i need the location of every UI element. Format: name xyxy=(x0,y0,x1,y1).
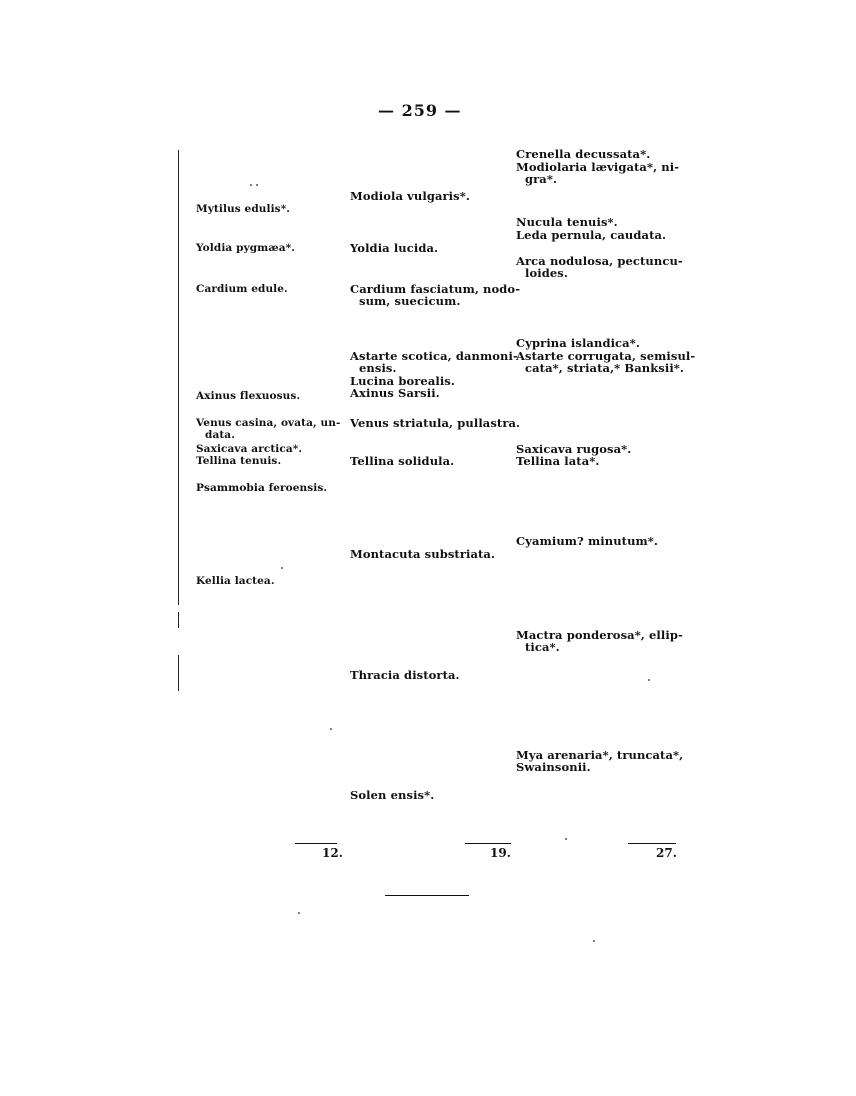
mactra-line-1: Mactra ponderosa*, ellip- xyxy=(516,628,683,642)
species-modiolaria xyxy=(516,161,679,185)
margin-line-bottom xyxy=(178,655,179,691)
species-astarte-scotica xyxy=(350,350,518,374)
species-venus-striatula: Venus striatula, pullastra. xyxy=(350,416,521,430)
species-nucula: Nucula tenuis*. xyxy=(516,215,618,229)
species-saxicava-arctica: Saxicava arctica*. xyxy=(196,443,303,455)
species-solen: Solen ensis*. xyxy=(350,788,435,802)
venus-line-2: data. xyxy=(205,429,235,441)
species-cardium-edule: Cardium edule. xyxy=(196,283,288,295)
species-cyprina: Cyprina islandica*. xyxy=(516,336,640,350)
species-modiola: Modiola vulgaris*. xyxy=(350,189,470,203)
astarte-line-1: Astarte scotica, danmoni- xyxy=(350,349,518,363)
scan-speck xyxy=(330,728,332,730)
species-psammobia: Psammobia feroensis. xyxy=(196,482,328,494)
total-col3: 27. xyxy=(656,846,677,860)
total-col2: 19. xyxy=(490,846,511,860)
species-axinus-flexuosus: Axinus flexuosus. xyxy=(196,390,301,402)
total-rule-col3 xyxy=(628,843,676,844)
modiolaria-line-2: gra*. xyxy=(525,172,558,186)
scan-speck xyxy=(648,679,650,681)
astarte-line-2: ensis. xyxy=(359,361,397,375)
species-tellina-solidula: Tellina solidula. xyxy=(350,454,455,468)
arca-line-2: loides. xyxy=(525,266,568,280)
modiolaria-line-1: Modiolaria lævigata*, ni- xyxy=(516,160,680,174)
species-saxicava-rugosa: Saxicava rugosa*. xyxy=(516,442,632,456)
cardium-line-1: Cardium fasciatum, nodo- xyxy=(350,282,521,296)
scan-speck xyxy=(298,912,300,914)
species-arca xyxy=(516,255,683,279)
astarte-corrugata-line-1: Astarte corrugata, semisul- xyxy=(516,349,696,363)
total-rule-col1 xyxy=(295,843,337,844)
page-number: — 259 — xyxy=(378,101,462,120)
species-leda: Leda pernula, caudata. xyxy=(516,228,667,242)
species-mactra xyxy=(516,629,683,653)
mya-line-2: Swainsonii. xyxy=(516,760,591,774)
scan-speck xyxy=(593,940,595,942)
scan-speck xyxy=(281,567,283,569)
total-rule-col2 xyxy=(465,843,511,844)
species-thracia: Thracia distorta. xyxy=(350,668,460,682)
species-cyamium: Cyamium? minutum*. xyxy=(516,534,659,548)
total-col1: 12. xyxy=(322,846,343,860)
astarte-corrugata-line-2: cata*, striata,* Banksii*. xyxy=(525,361,685,375)
cardium-line-2: sum, suecicum. xyxy=(359,294,461,308)
species-yoldia-lucida: Yoldia lucida. xyxy=(350,241,439,255)
species-cardium-fasciatum xyxy=(350,283,520,307)
species-tellina-tenuis: Tellina tenuis. xyxy=(196,455,282,467)
margin-line-top xyxy=(178,150,179,605)
species-mya xyxy=(516,749,683,773)
species-crenella: Crenella decussata*. xyxy=(516,147,651,161)
species-mytilus: Mytilus edulis*. xyxy=(196,203,291,215)
species-kellia: Kellia lactea. xyxy=(196,575,275,587)
scan-speck xyxy=(256,184,258,186)
scan-speck xyxy=(565,838,567,840)
species-venus-casina xyxy=(196,417,340,441)
bottom-rule xyxy=(385,895,469,896)
scan-speck xyxy=(250,184,252,186)
species-lucina: Lucina borealis. xyxy=(350,374,455,388)
species-yoldia-pygmaea: Yoldia pygmæa*. xyxy=(196,242,295,254)
arca-line-1: Arca nodulosa, pectuncu- xyxy=(516,254,683,268)
mactra-line-2: tica*. xyxy=(525,640,560,654)
species-tellina-lata: Tellina lata*. xyxy=(516,454,600,468)
venus-line-1: Venus casina, ovata, un- xyxy=(196,417,341,429)
species-axinus-sarsii: Axinus Sarsii. xyxy=(350,386,440,400)
mya-line-1: Mya arenaria*, truncata*, xyxy=(516,748,684,762)
species-astarte-corrugata xyxy=(516,350,695,374)
species-montacuta: Montacuta substriata. xyxy=(350,547,496,561)
margin-line-mid xyxy=(178,612,179,628)
